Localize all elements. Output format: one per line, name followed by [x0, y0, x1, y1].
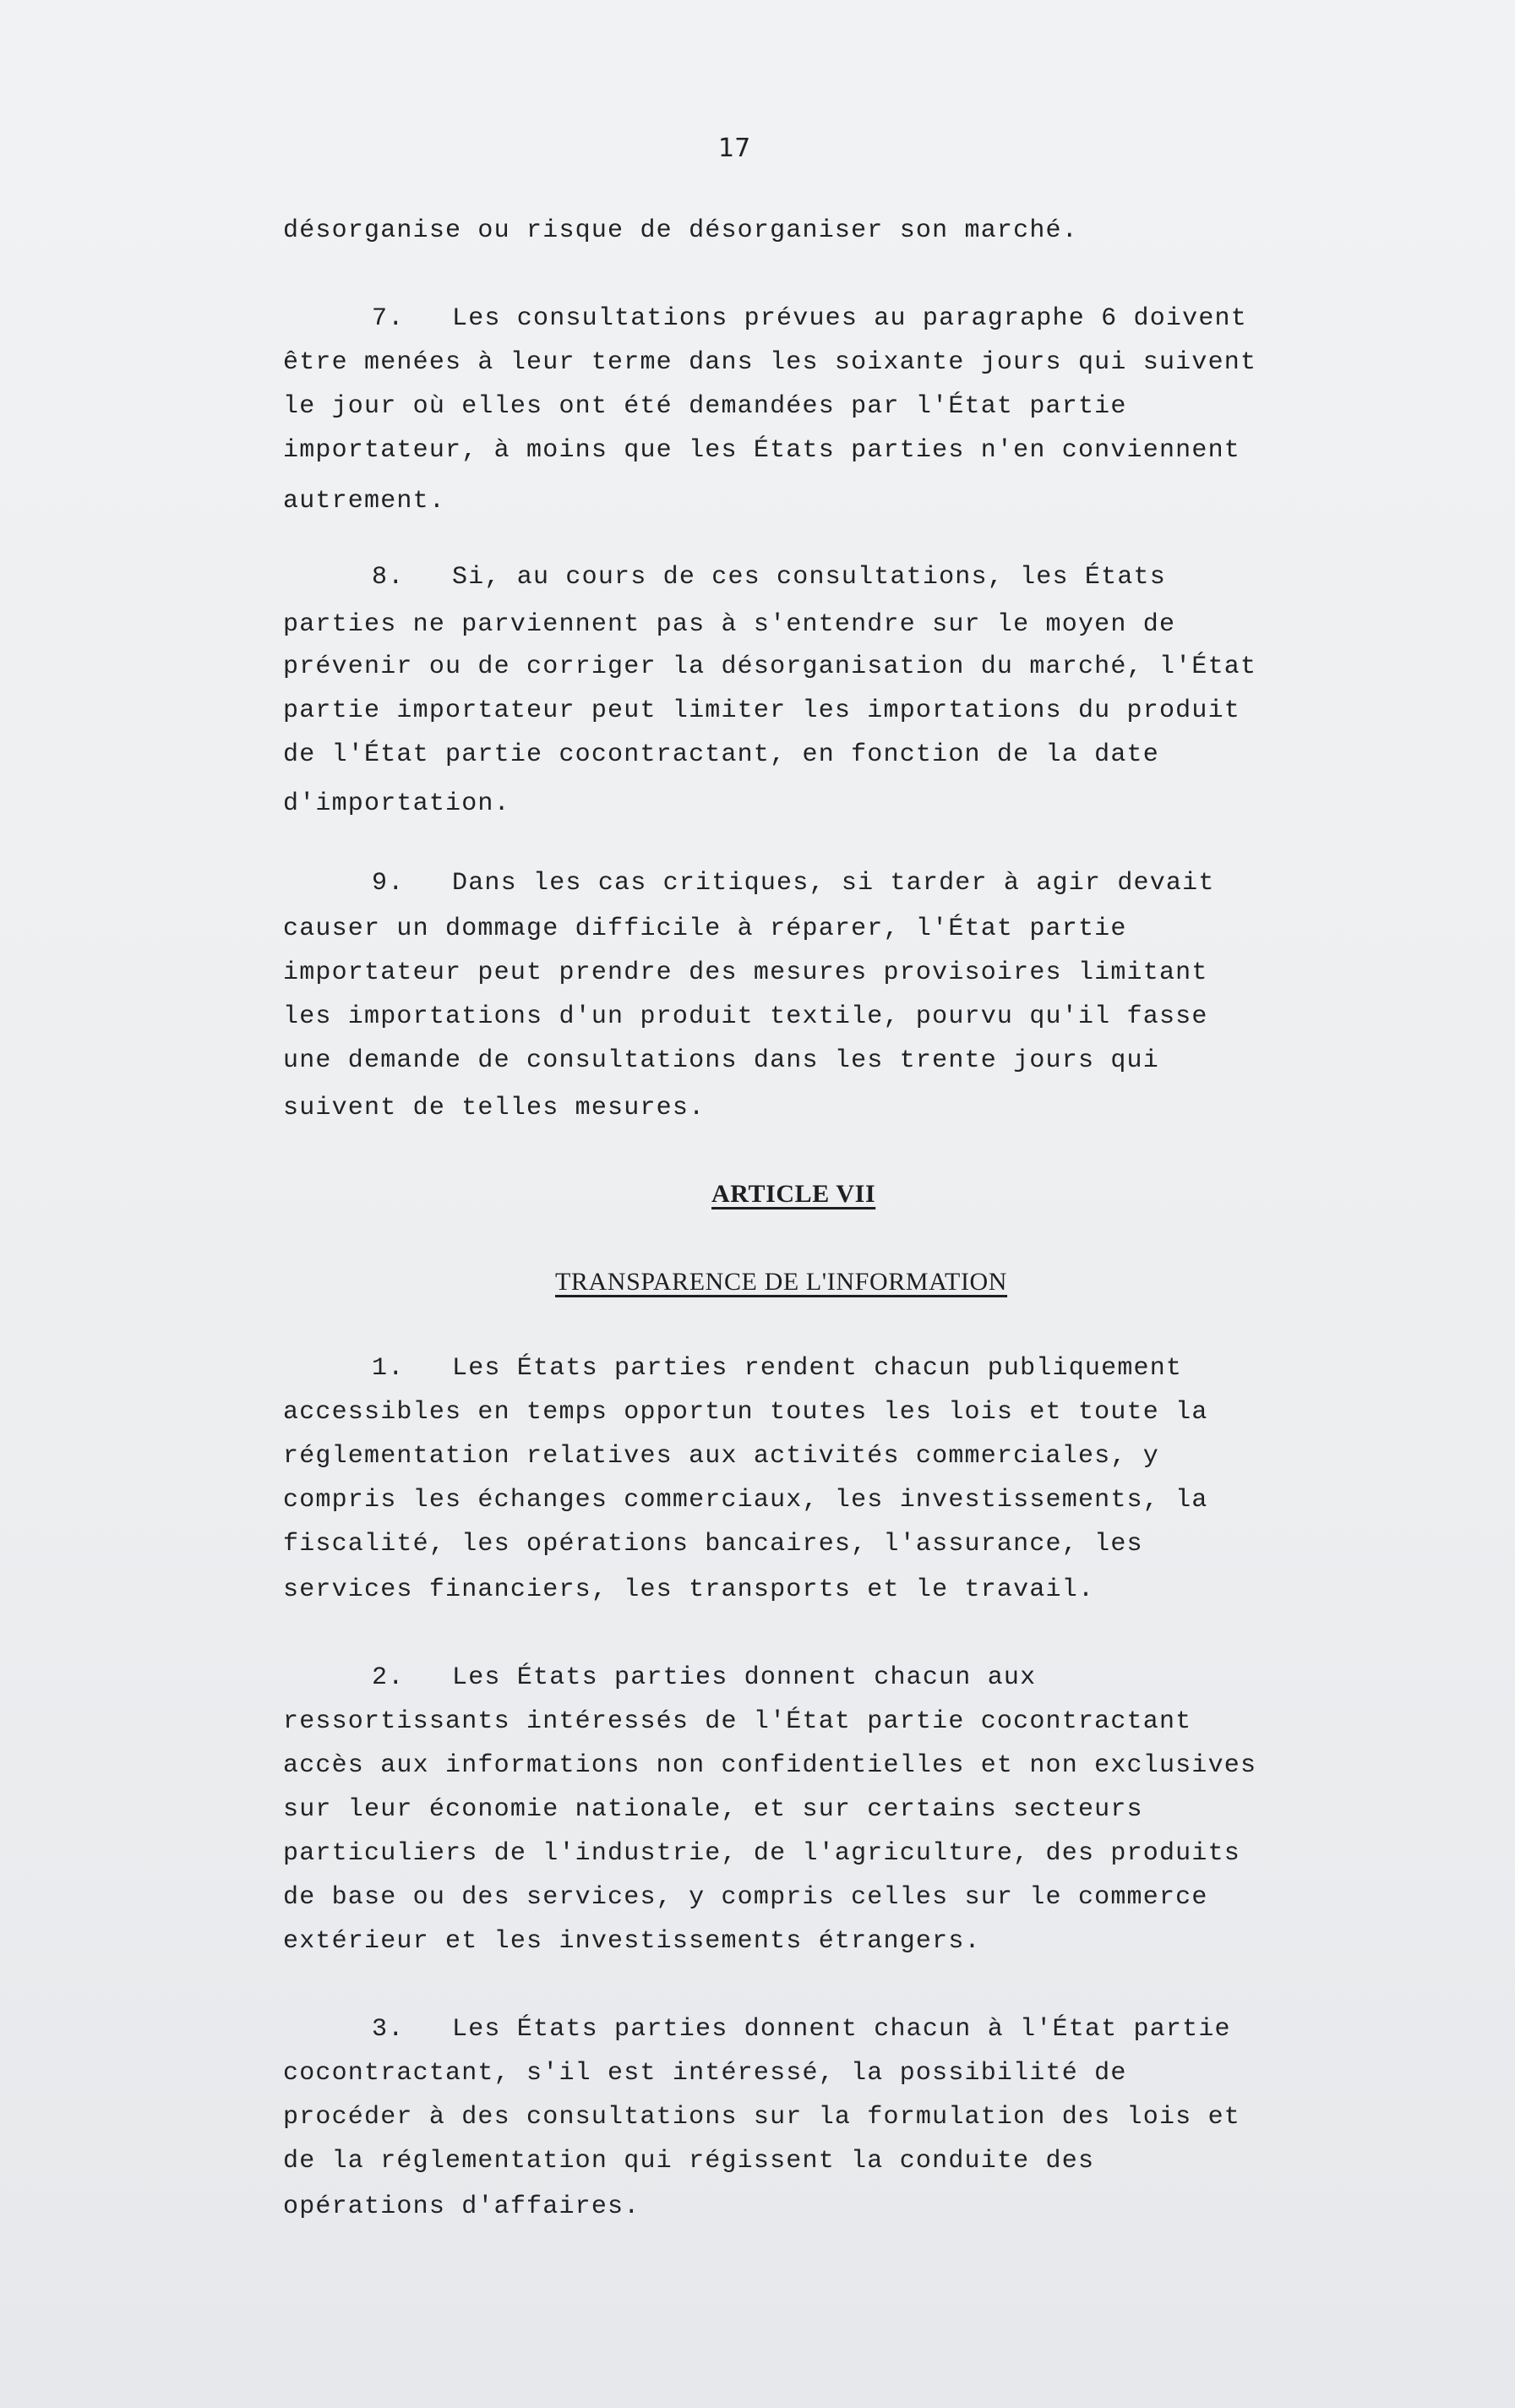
art-para3-number: 3.	[372, 2015, 405, 2044]
para9-number: 9.	[372, 869, 405, 898]
para7-line-3: le jour où elles ont été demandées par l'État partie	[283, 392, 1127, 421]
para9-line-5: une demande de consultations dans les trente jours qui	[283, 1046, 1159, 1075]
art-para2-line-1: 2. Les États parties donnent chacun aux	[372, 1663, 1037, 1692]
para8-number: 8.	[372, 563, 405, 592]
art-para1-line-2: accessibles en temps opportun toutes les lois et toute la	[283, 1398, 1208, 1427]
para8-line-1: 8. Si, au cours de ces consultations, les États	[372, 563, 1166, 592]
para7-number: 7.	[372, 304, 405, 333]
carry-over-line: désorganise ou risque de désorganiser son marché.	[283, 216, 1078, 245]
art-para1-line-6: services financiers, les transports et le travail.	[283, 1575, 1095, 1604]
para9-line-1: 9. Dans les cas critiques, si tarder à agir devait	[372, 869, 1215, 898]
article-title: ARTICLE VII	[711, 1180, 876, 1208]
page-number: 17	[718, 134, 751, 163]
article-subtitle: TRANSPARENCE DE L'INFORMATION	[555, 1268, 1008, 1296]
art-para2-number: 2.	[372, 1663, 405, 1692]
art-para1-line-3: réglementation relatives aux activités commerciales, y	[283, 1442, 1159, 1471]
para8-line-6: d'importation.	[283, 789, 510, 818]
para7-line-2: être menées à leur terme dans les soixante jours qui suivent	[283, 348, 1257, 377]
art-para2-line-7: extérieur et les investissements étrangers.	[283, 1927, 981, 1956]
art-para2-line-3: accès aux informations non confidentielles et non exclusives	[283, 1751, 1257, 1780]
art-para2-line-2: ressortissants intéressés de l'État partie cocontractant	[283, 1707, 1192, 1736]
art-para3-line-2: cocontractant, s'il est intéressé, la possibilité de	[283, 2059, 1127, 2088]
art-para1-line-5: fiscalité, les opérations bancaires, l'assurance, les	[283, 1530, 1143, 1559]
art-para3-line-3: procéder à des consultations sur la formulation des lois et	[283, 2103, 1240, 2132]
para8-line-4: partie importateur peut limiter les importations du produit	[283, 696, 1240, 725]
art-para3-line-1: 3. Les États parties donnent chacun à l'État partie	[372, 2015, 1231, 2044]
para9-line-4: les importations d'un produit textile, pourvu qu'il fasse	[283, 1002, 1208, 1031]
para9-line-6: suivent de telles mesures.	[283, 1094, 706, 1122]
art-para3-line-4: de la réglementation qui régissent la conduite des	[283, 2147, 1095, 2176]
art-para2-line-4: sur leur économie nationale, et sur certains secteurs	[283, 1795, 1143, 1824]
para8-line-3: prévenir ou de corriger la désorganisation du marché, l'État	[283, 653, 1257, 681]
para7-line-1: 7. Les consultations prévues au paragraphe 6 doivent	[372, 304, 1247, 333]
art-para1-number: 1.	[372, 1354, 405, 1383]
para9-line-2: causer un dommage difficile à réparer, l'État partie	[283, 915, 1127, 943]
art-para2-line-5: particuliers de l'industrie, de l'agriculture, des produits	[283, 1839, 1240, 1868]
art-para3-line-5: opérations d'affaires.	[283, 2192, 640, 2221]
para9-line-3: importateur peut prendre des mesures provisoires limitant	[283, 958, 1208, 987]
para8-line-2: parties ne parviennent pas à s'entendre sur le moyen de	[283, 610, 1176, 639]
art-para2-line-6: de base ou des services, y compris celles sur le commerce	[283, 1883, 1208, 1912]
art-para1-line-1: 1. Les États parties rendent chacun publiquement	[372, 1354, 1183, 1383]
para7-line-5: autrement.	[283, 487, 446, 516]
art-para1-line-4: compris les échanges commerciaux, les investissements, la	[283, 1486, 1208, 1515]
para7-line-4: importateur, à moins que les États parties n'en conviennent	[283, 436, 1240, 465]
para8-line-5: de l'État partie cocontractant, en fonction de la date	[283, 740, 1159, 769]
